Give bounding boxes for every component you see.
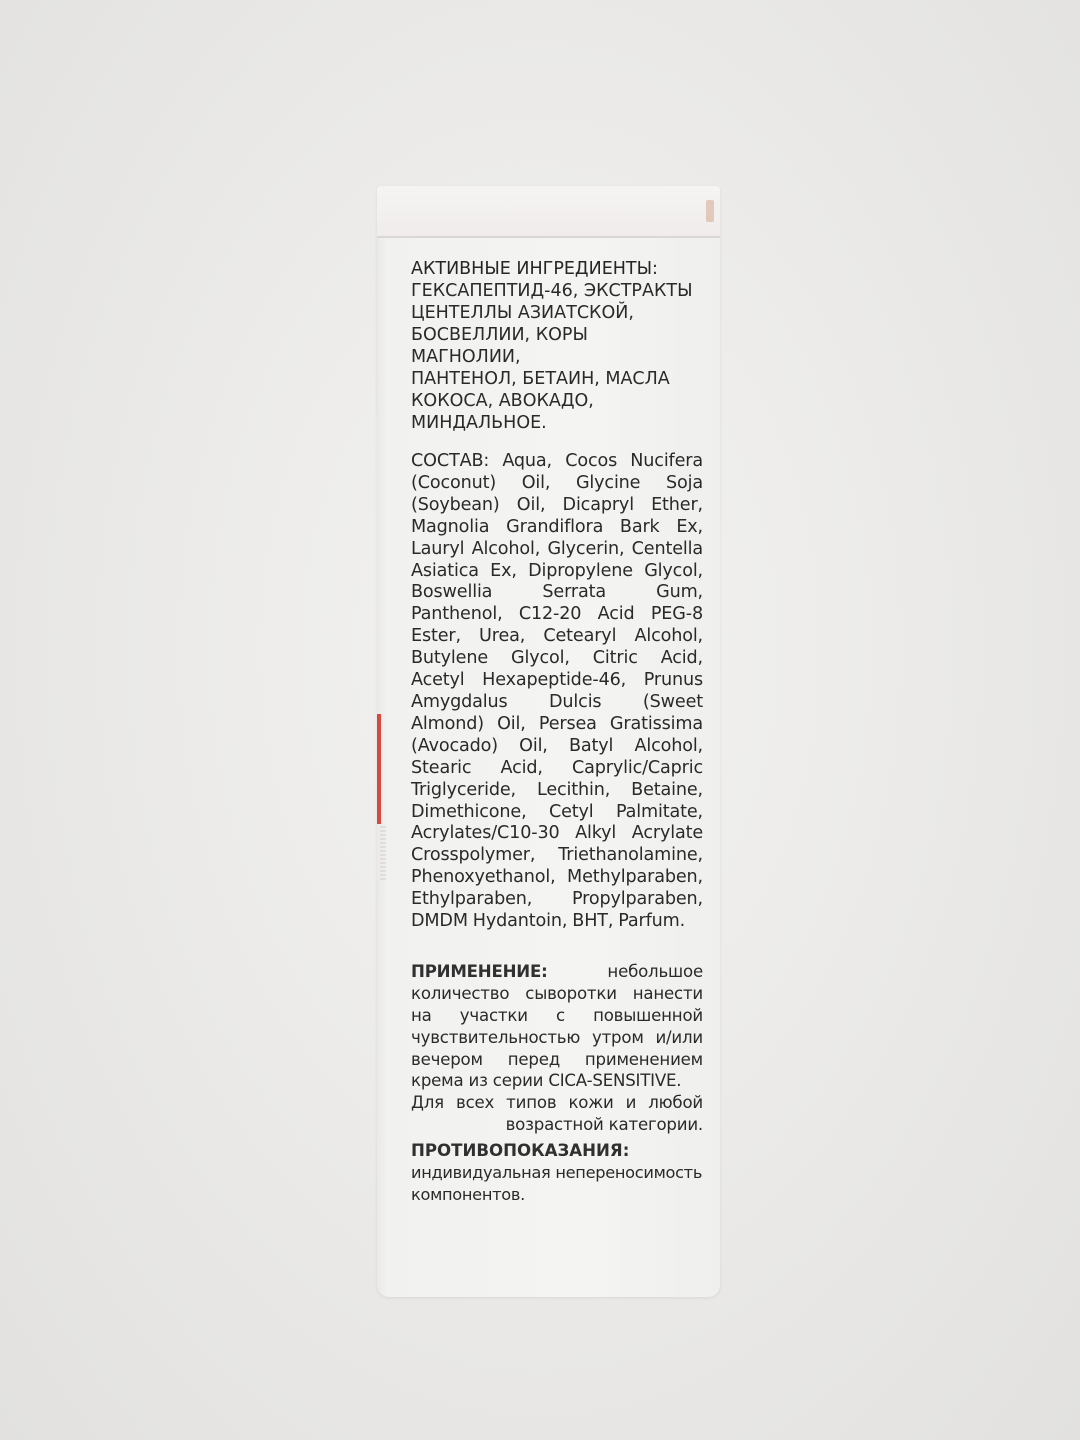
- side-barcode-mark: [380, 826, 386, 881]
- usage-paragraph: [411, 961, 703, 1092]
- label-text-block: [411, 258, 703, 1206]
- active-ingredients-line: ЦЕНТЕЛЛЫ АЗИАТСКОЙ,: [411, 303, 634, 323]
- active-ingredients-section: [411, 258, 703, 434]
- usage-text: небольшое количество сыворотки нанести на участки с повышенной чувствительностью утром и/или вечером перед применением крема из серии CICA-SENSITIVE.: [411, 961, 703, 1091]
- contraindications-text: индивидуальная непереносимость компонентов.: [411, 1163, 703, 1204]
- contraindications-label: ПРОТИВОПОКАЗАНИЯ:: [411, 1141, 630, 1161]
- active-ingredients-line: МИНДАЛЬНОЕ.: [411, 413, 547, 433]
- usage-label: ПРИМЕНЕНИЕ:: [411, 961, 548, 981]
- side-red-stripe: [377, 714, 381, 824]
- active-ingredients-line: БОСВЕЛЛИИ, КОРЫ МАГНОЛИИ,: [411, 325, 588, 367]
- composition-text: СОСТАВ: Aqua, Cocos Nucifera (Coconut) Oil, Glycine Soja (Soybean) Oil, Dicapryl Ether, Magnolia Grandiflora Bark Ex, Lauryl Alcohol, Glycerin, Centella Asiatica Ex, Dipropylene Glycol, Boswellia Serrata Gum, Panthenol, C12-20 Acid PEG-8 Ester, Urea, Cetearyl Alcohol, Butylene Glycol, Citric Acid, Acetyl Hexapeptide-46, Prunus Amygdalus Dulcis (Sweet Almond) Oil, Persea Gratissima (Avocado) Oil, Batyl Alcohol, Stearic Acid, Caprylic/Capric Triglyceride, Lecithin, Betaine, Dimethicone, Cetyl Palmitate, Acrylates/C10-30 Alkyl Acrylate Crosspolymer, Triethanolamine, Phenoxyethanol, Methylparaben, Ethylparaben, Propylparaben, DMDM Hydantoin, BHT, Parfum.: [411, 451, 703, 932]
- box-corner-print: [706, 200, 714, 222]
- active-ingredients-line: ПАНТЕНОЛ, БЕТАИН, МАСЛА: [411, 369, 670, 389]
- box-top-flap: [377, 186, 720, 238]
- box-top-edge: [377, 236, 720, 238]
- active-ingredients-heading: АКТИВНЫЕ ИНГРЕДИЕНТЫ:: [411, 259, 658, 279]
- active-ingredients-line: КОКОСА, АВОКАДО,: [411, 391, 594, 411]
- suitability-text: Для всех типов кожи и любой возрастной категории.: [411, 1093, 703, 1135]
- active-ingredients-line: ГЕКСАПЕПТИД-46, ЭКСТРАКТЫ: [411, 281, 693, 301]
